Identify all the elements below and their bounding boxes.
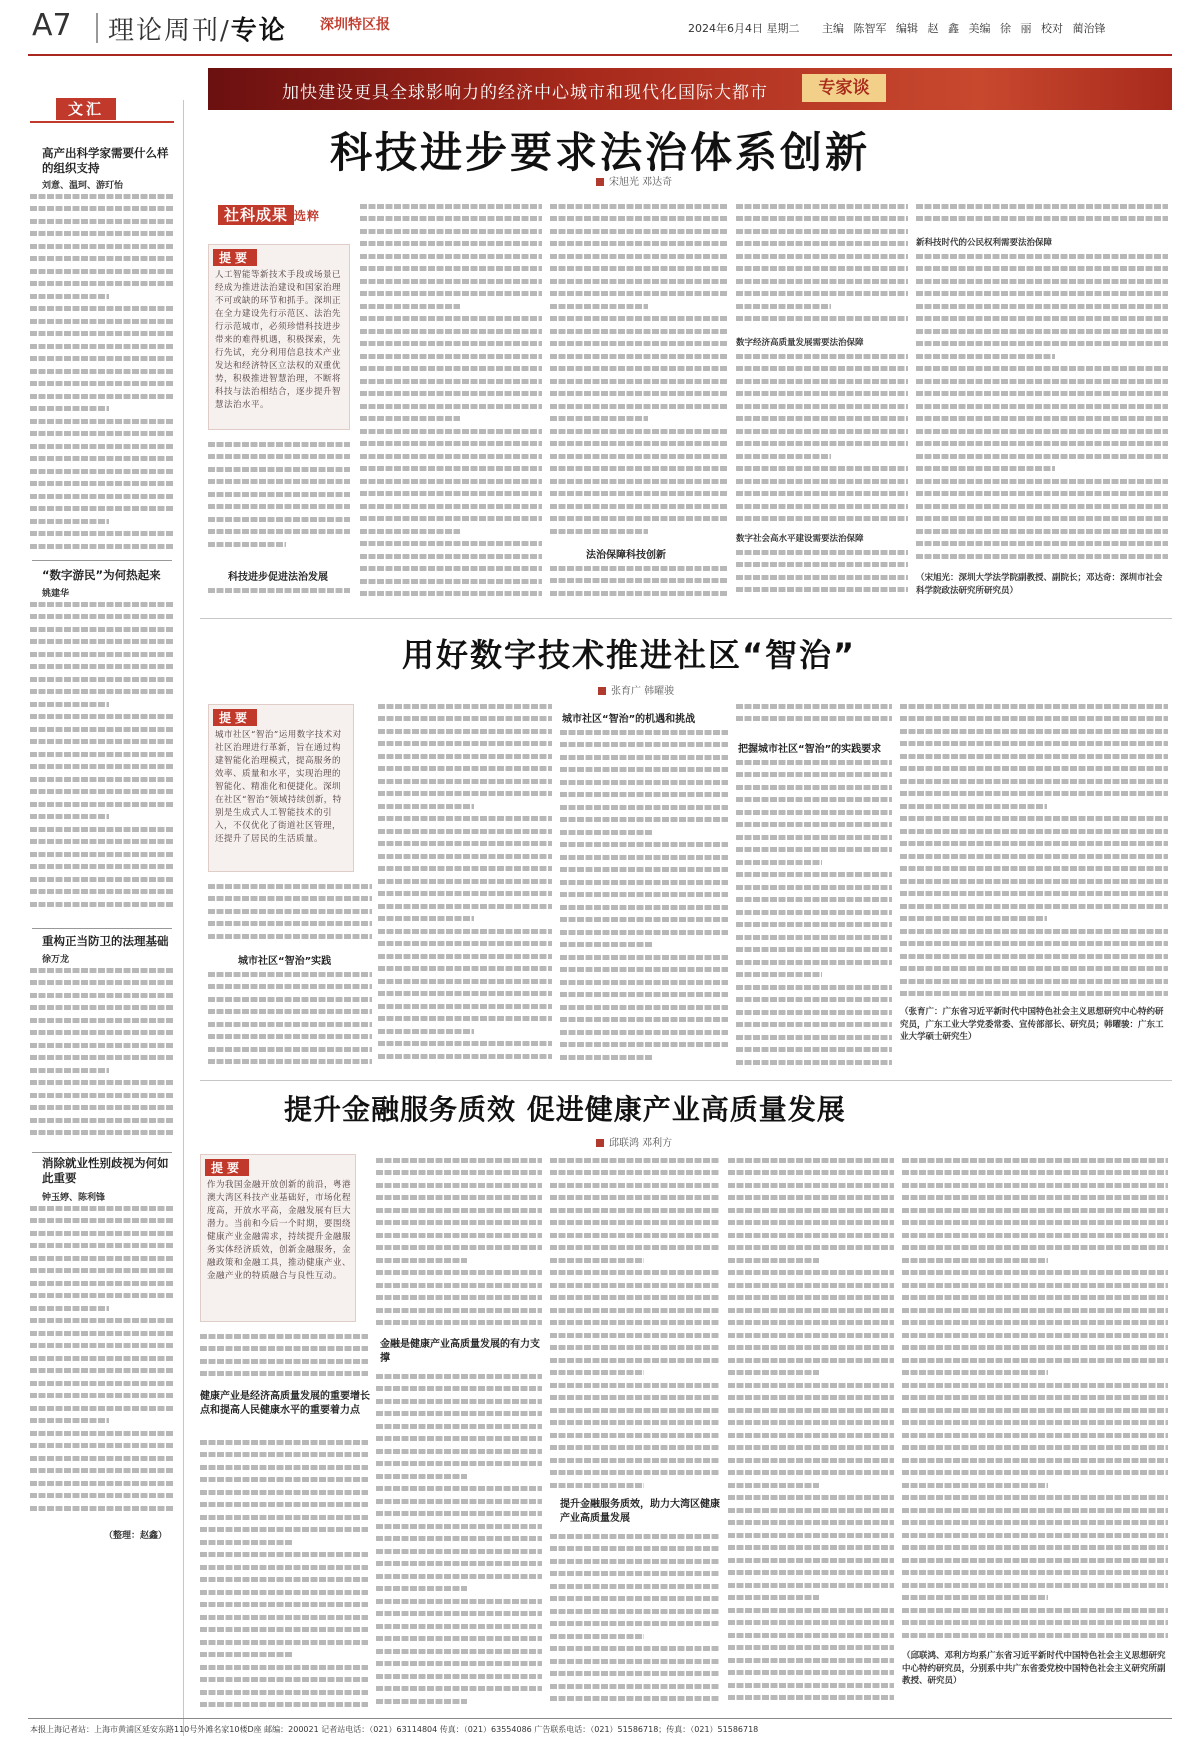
- article-body: [736, 200, 908, 330]
- summary-box: [208, 244, 350, 430]
- article-title: 科技进步要求法治体系创新: [330, 128, 871, 177]
- section-tag-sub: 选粹: [294, 209, 321, 223]
- sidebar-divider: [32, 1152, 172, 1153]
- sidebar-body: [30, 1202, 174, 1522]
- article-body: [360, 200, 542, 608]
- article-subheading: 城市社区“智治”的机遇和挑战: [562, 714, 696, 725]
- article-lead: 数字社会高水平建设需要法治保障: [736, 534, 864, 544]
- section-tag-label: 社科成果: [218, 205, 294, 225]
- article-body: [550, 1154, 720, 1492]
- editorial-staff: 主编 陈智军 编辑 赵 鑫 美编 徐 丽 校对 蔺治锋: [822, 22, 1106, 35]
- summary-label: 提要: [213, 249, 257, 266]
- author-bio: （宋旭光：深圳大学法学院副教授、副院长；邓达奇：深圳市社会科学院政法研究所研究员）: [916, 573, 1163, 596]
- sidebar-divider: [32, 928, 172, 929]
- article-body: [900, 700, 1168, 1000]
- article-body: [376, 1370, 542, 1714]
- article-body: [550, 1530, 720, 1714]
- article-subheading: 金融是健康产业高质量发展的有力支撑: [380, 1339, 540, 1364]
- article-body: [736, 756, 892, 1072]
- summary-label: 提要: [213, 709, 257, 726]
- article-body: [208, 880, 372, 946]
- sidebar-rule: [30, 121, 174, 123]
- article-title: 用好数字技术推进社区“智治”: [402, 636, 857, 674]
- section-tag: [218, 204, 320, 225]
- footer-info: 本报上海记者站：上海市黄浦区延安东路110号外滩名家10楼D座 邮编：200021 记者站电话：（021）63114804 传真：（021）63554086 广告联系电话：（021）51586718；传真：（021）51586718: [30, 1725, 759, 1734]
- header-divider: [96, 13, 98, 43]
- sidebar-heading: 消除就业性别歧视为何如此重要: [42, 1156, 169, 1185]
- article-subheading: 把握城市社区“智治”的实践要求: [738, 744, 882, 755]
- article-body: [200, 1436, 368, 1714]
- sidebar-heading: “数字游民”为何热起来: [42, 568, 161, 582]
- article-body: [736, 350, 908, 526]
- sidebar-heading: 高产出科学家需要什么样的组织支持: [42, 146, 169, 175]
- banner-title: 加快建设更具全球影响力的经济中心城市和现代化国际大都市: [282, 83, 768, 103]
- section-slash: /: [220, 16, 231, 46]
- footer-rule: [28, 1718, 1172, 1719]
- article-body: [550, 200, 728, 540]
- summary-text: 人工智能等新技术手段或场景已经成为推进法治建设和国家治理不可或缺的环节和抓手。深圳正在全力建设先行示范区、法治先行示范城市，必须珍惜科技进步带来的难得机遇，积极探索，先行先试，充分利用信息技术产业发达和经济特区立法权的双重优势，积极推进智慧治理，不断将科技与法治相结合，逐步提升智慧法治水平。: [215, 270, 342, 410]
- edition-number: A7: [32, 8, 72, 43]
- section-name: 理论周刊: [108, 16, 221, 46]
- article-lead: 新科技时代的公民权利需要法治保障: [916, 238, 1053, 248]
- sidebar-heading: 重构正当防卫的法理基础: [42, 934, 169, 948]
- summary-text: 作为我国金融开放创新的前沿，粤港澳大湾区科技产业基础好，市场化程度高，开放水平高，金融发展有巨大潜力。当前和今后一个时期，要围绕健康产业金融需求，持续提升金融服务实体经济质效，创新金融服务，金融政策和金融工具，推动健康产业、金融产业的特质融合与良性互动。: [207, 1180, 352, 1281]
- article-body: [916, 200, 1168, 230]
- section-title: [108, 10, 287, 47]
- issue-date: 2024年6月4日 星期二: [688, 22, 800, 35]
- author-bio: （张育广：广东省习近平新时代中国特色社会主义思想研究中心特约研究员，广东工业大学党委常委、宣传部部长、研究员；韩曜骏：广东工业大学硕士研究生）: [900, 1007, 1164, 1042]
- article-body: [902, 1154, 1168, 1642]
- article-lead: 数字经济高质量发展需要法治保障: [736, 338, 864, 348]
- sidebar-closing: （整理：赵鑫）: [104, 1531, 168, 1541]
- article-subheading: 法治保障科技创新: [586, 550, 666, 561]
- article-divider: [200, 1080, 1172, 1081]
- article-body: [208, 438, 350, 562]
- summary-box: [208, 704, 354, 872]
- article-subheading: 健康产业是经济高质量发展的重要增长点和提高人民健康水平的重要着力点: [200, 1391, 370, 1416]
- article-subheading: 提升金融服务质效，助力大湾区健康产业高质量发展: [560, 1499, 720, 1524]
- article-body: [378, 700, 552, 1072]
- banner-stamp: 专家谈: [802, 74, 886, 102]
- article-subheading: 城市社区“智治”实践: [238, 956, 332, 967]
- article-body: [560, 726, 728, 1072]
- sidebar-authors: 刘意、温珂、游玎怡: [42, 181, 124, 191]
- sidebar-divider: [32, 560, 172, 561]
- article-body: [736, 546, 908, 608]
- summary-label: 提要: [205, 1159, 249, 1176]
- section-subname: 专论: [230, 16, 287, 46]
- sidebar-authors: 徐万龙: [42, 955, 70, 965]
- sidebar-tag: 文汇: [56, 98, 116, 120]
- header-rule: [28, 54, 1172, 56]
- article-body: [200, 1330, 368, 1384]
- article-body: [736, 700, 892, 736]
- article-body: [916, 250, 1168, 566]
- article-subheading: 科技进步促进法治发展: [228, 572, 328, 583]
- article-body: [208, 584, 350, 608]
- sidebar-body: [30, 964, 174, 1148]
- summary-box: [200, 1154, 356, 1322]
- sidebar-body: [30, 190, 174, 554]
- author-bio: （邱联鸿、邓利方均系广东省习近平新时代中国特色社会主义思想研究中心特约研究员，分别系中共广东省委党校中国特色社会主义研究所副教授、研究员）: [902, 1651, 1166, 1686]
- article-title: 提升金融服务质效 促进健康产业高质量发展: [284, 1093, 846, 1126]
- article-body: [376, 1154, 542, 1332]
- sidebar-body: [30, 598, 174, 922]
- summary-text: 城市社区“智治”运用数字技术对社区治理进行革新，旨在通过构建智能化治理模式，提高服务的效率、质量和水平，实现治理的智能化、精准化和便捷化。深圳在社区“智治”领域持续创新，特别是生成式人工智能技术的引入，不仅优化了街道社区管理，还提升了居民的生活质量。: [215, 730, 342, 844]
- sidebar-authors: 钟玉婷、陈利锋: [42, 1193, 106, 1203]
- article-byline: 宋旭光 邓达奇: [596, 173, 672, 188]
- column-divider: [183, 100, 184, 1736]
- article-body: [728, 1154, 894, 1714]
- article-divider: [200, 618, 1172, 619]
- sidebar-authors: 姚建华: [42, 589, 70, 599]
- article-byline: 张育广 韩曜骏: [598, 682, 674, 697]
- article-byline: 邱联鸿 邓利方: [596, 1134, 672, 1149]
- article-body: [550, 562, 728, 608]
- newspaper-name: 深圳特区报: [320, 17, 390, 33]
- article-body: [208, 968, 372, 1070]
